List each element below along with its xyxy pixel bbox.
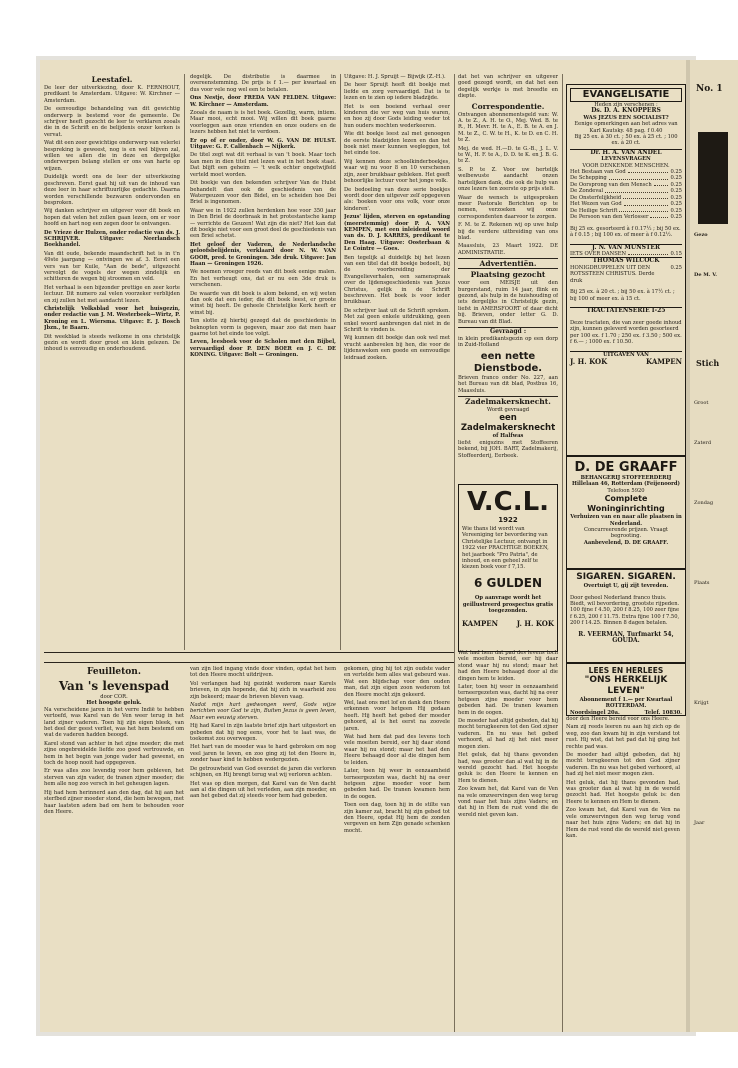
review-paragraph: De schrijver laat uit de Schrift spreken. Met zal geen enkele uitdrukking, geen enkel woord aanbrengen dat niet in de Schrift te vinden is. [344,307,450,334]
graaff-advertisement [566,456,686,570]
ad-author: Dr. H. A. VAN ANDEL [570,149,682,156]
ad-headline: een nette Dienstbode. [473,350,543,374]
newspaper-page [40,60,686,1032]
review-paragraph: Wie dit boekje leest zal met genoegen de eerste bladzijden lezen en dan het boek niet meer kunnen wegleggen, tot het einde toe. [344,131,450,157]
graaff-line: Verhuizen van en naar alle plaatsen in Nederland. [570,514,682,527]
feuilleton-paragraph: Zoo kwam het, dat Karel van de Ven na vele omzwervingen den weg terug vond naar het huis zijns Vaders; en dat hij in Hem de rust vond die de wereld niet geven kan. [458,786,558,818]
review-paragraph: De eenvoudige behandeling van dit gewichtig onderwerp is bestemd voor de gemeente. De schrijver heeft gezocht de leer te verklaren zooals die in de Schrift en de belijdenis onzer kerken is vervat. [44,106,180,138]
review-paragraph: Het verhaal is een bijzonder prettige en zeer korte lectuur. Dit numero zal velen voorzeker verblijden en zij zullen het met aandacht lezen. [44,284,180,304]
review-paragraph: Ten slotte zij hierbij gezegd dat de geschiedenis in beknopten vorm is gegeven, maar zoo dat men haar gaarne tot het einde toe volgt. [190,318,336,338]
review-heading: Er op of er onder, door W. G. VAN DE HULST. Uitgave: G. F. Callenbach — Nijkerk. [190,137,336,151]
next-page-number: No. 1 [696,84,723,94]
next-page-fragment: Gezo [694,232,708,238]
graaff-phone: Telefoon 5920 [607,487,645,494]
review-heading: Ons Nestje, door FREDA VAN FELDEN. Uitgave: W. Kirchner — Amsterdam. [190,95,336,108]
publisher-city: KAMPEN [646,356,682,366]
vcl-advertisement [458,484,558,652]
ad-line: Heden zijn verschenen : [594,102,658,108]
price-label: HONIGDRUPPELEN UIT DEN ROTSSTEEN CHRISTUS. Derde druk [570,264,655,284]
next-page-fragment: De M. V. [694,272,718,278]
feuilleton-column-4 [566,716,680,1026]
price-value: 0.25 [670,264,682,271]
correspondence-title: Correspondentie. [471,101,545,111]
ad-body: voor een MEISJE uit den burgerstand, ruim 14 jaar, flink en gezond, als hulp in de huishouding of iets dergelijks in Christelijk gezin, liefst in AMERSFOORT of daar dicht bij. Brieven, onder letter G. D. Bureau van dit Blad. [458,280,558,325]
vcl-publisher-name: J. H. KOK [516,618,554,628]
ad-author: J. N. VAN MUNSTER [570,244,682,251]
leestafel-column [44,74,180,648]
feuilleton-paragraph: door den Heere bereid voor ons Heere. [566,716,670,722]
feuilleton-paragraph: De moeder had altijd gebeden, dat hij mocht terugkeeren tot den God zijner vaderen. En nu was het gebed verhoord, al had zij het niet meer mogen zien. [566,752,680,778]
vcl-year: 1922 [498,516,518,524]
review-paragraph: Van dit oude, bekende maandschrift het is in t'n 49ste jaargang — ontvingen we af. 3. Eerst een vers van ter Kuile, "Aan de bede", uitgezocht vervolgt de vogels der wegen zindelijk en schitteren de wegen bij stroomen en veld. [44,250,180,283]
review-paragraph: Ben tegelijk al duidelijk bij het lezen van een titel dat dit boekje bedoelt, bij de voorbereiding der Evangelieverhalen, een samenspraak over de lijdensgeschiedenis van Jezus Christus, gelijk in de Schrift beschreven. Het boek is voor ieder bruikbaar. [344,254,450,306]
graaff-line: Aanbevelend, D. DE GRAAFF. [583,539,669,546]
ad-book-title: TRACTATENSERIE I-25 [570,307,682,314]
vcl-publisher [462,620,554,628]
price-value: 0.15 [670,250,682,257]
lees-subscription: Abonnement f 1.— per Kwartaal [579,697,673,703]
review-paragraph: degelijk. De distributie is daarmee in overeenstemming. De prijs is f 1.— per kwartaal en dus voor vele nog wel een te betalen. [190,74,336,93]
feuilleton-chapter: Het hoogste geluk. [86,700,142,707]
ad-line: Eenige opmerkingen aan het adres van Karl Kautsky. 48 pag. f 0.40 [574,121,678,134]
next-page-fragment: Zondag [694,500,714,506]
feuilleton-paragraph: De moeder had altijd gebeden, dat hij mocht terugkeeren tot den God zijner vaderen. En nu was het gebed verhoord, al had zij het niet meer mogen zien. [458,718,558,750]
feuilleton-section-title: Feuilleton. [87,667,141,677]
price-label: IETS OVER DANSEN [570,250,627,257]
feuilleton-paragraph: Zoo kwam het, dat Karel van de Ven na vele omzwervingen den weg terug vond naar het huis zijns Vaders; en dat hij in Hem de rust vond die de wereld niet geven kan. [566,807,680,839]
ad-body: in klein predikantsgezin op een dorp in Zuid-Holland [458,336,558,349]
price-label: De Oorsprong van den Mensch [570,181,652,188]
leestafel-title: Leestafel. [91,75,133,84]
feuilleton-divider [44,662,454,663]
sigaren-advertisement [566,568,686,664]
review-paragraph: Wat dit een zeer gewichtige onderwerp van velerlei bespreking is geweest, nog is en wel blijven zal, willen we allen die in deze en dergelijke onderwerpen belang stellen er ons van harte op wijzen. [44,140,180,172]
feuilleton-paragraph: Toen een dag, toen hij in de stilte van zijn kamer zat, bracht hij zijn gebed tot den Heere, opdat Hij hem de zonden vergeven en hem Zijn genade schenken mocht. [344,802,450,834]
feuilleton-author: door COR. [100,694,128,700]
price-label: De Persoon van den Verlosser [570,213,649,220]
feuilleton-paragraph: Later, toen hij weer in eenzaamheid terneergezeten was, dacht hij na over hetgeen zijne moeder voor hem gebeden had. De tranen kwamen hem in de oogen. [458,684,558,716]
vcl-footer: Op aanvrage wordt het geillustreerd prospectus gratis toegezonden. [462,595,554,615]
feuilleton-paragraph: Hij had Karel in zijn laatste brief zijn hart uitgestort en gebeden dat hij nog eens, voor het te laat was, de toekomst zou overwegen. [190,723,336,743]
feuilleton-column-2 [190,666,336,1026]
next-page-fragment: Groot [694,400,709,406]
graaff-headline: Complete Woninginrichting [587,494,665,514]
ad-body: Wordt gevraagd [486,407,530,414]
next-page-masthead-letter [698,132,728,224]
review-paragraph: De titel zegt wat dit verhaal is van 't boek. Maar toch kan men in dien titel niet lezen wat in het boek staat. Dat blijft een geheim — 't welk echter ongetwijfeld verteld moet worden. [190,152,336,178]
feuilleton-paragraph: Wat had hem dat pad des levens toch vele moeiten bereid, eer hij daar stond waar hij nu stond; maar het had den Heere behaagd door al die dingen hem te leiden. [458,650,558,682]
reviews-column-3 [344,74,450,648]
feuilleton-paragraph: Hij had hem herinnerd aan den dag, dat hij aan het sterfbed zijner moeder stond, die hem bewogen, met haar laatsten adem bad om hem te behouden voor den Heere. [44,789,184,815]
feuilleton-paragraph: De getrouwheid van God overziet de jaren die verloren schijnen, en Hij brengt terug wat wij verloren achten. [190,765,336,779]
ad-heading: Gevraagd : [458,327,558,335]
ad-author: Ds. D. A. KNOPPERS [591,107,661,115]
price-label: De Onsterfelijkheid [570,194,622,201]
lees-advertisement [566,662,686,716]
correspondence-entry: F. M. te Z. Rekenen wij op uwe hulp bij de verdere uitbreiding van ons blad. [458,222,558,241]
sigaren-footer: R. VEERMAN, Turfmarkt 54, GOUDA. [578,630,674,645]
correspondence-entry: S. P. te Z. Voor uw hertelijk welbewuste aandacht onzen hartelijken dank, die ook de hulp van onze lezers ten zeerste op prijs stelt. [458,166,558,193]
review-heading: Het geloof der Vaderen, de Nederlandsche geloofsbelijdenis, verklaard door N. W. VAN GOOR, pred. te Groningen. 3de druk. Uitgave: Jan Haan — Groningen 1926. [190,241,336,267]
ad-book-title: LEVENSVRAGEN [601,156,651,163]
review-paragraph: De bedoeling van deze serie boekjes wordt door den uitgever zelf opgegeven als: 'boeken voor ons volk, voor onze kinderen'. [344,186,450,212]
price-value: 0.25 [670,169,682,176]
price-value: 0.25 [670,207,682,214]
review-paragraph: Het is een boeiend verhaal over kinderen die ver weg van huis waren, en hoe zij door Gods leiding weder tot hun ouders mochten wederkeeren. [344,103,450,129]
review-paragraph: Wij danken schrijver en uitgever voor dit boek en hopen dat velen het zullen gaan lezen, om er voor hoofd en hart nog een zegen door te ontvangen. [44,208,180,228]
ad-body: Brieven franco onder No. 227, aan het Bureau van dit blad, Postbus 16, Maassluis. [458,374,558,394]
correspondence-signoff: Maassluis, 23 Maart 1922. DE ADMINISTRATIE. [458,243,558,256]
feuilleton-paragraph: Er was alles zoo levendig voor hem gebleven, het sterven van zijn vader, de tranen zijner moeder; die hem alle nog zoo versch in het geheugen lagen. [44,768,184,788]
next-page-fragment: Krijgt [694,700,709,706]
publisher-name: J. H. KOK [570,356,608,366]
correspondence-entry: Waar de wensch is uitgesproken meer Pastorale Berichten op te nemen, verzoeken wij onze correspondenten daarvoor te zorgen. [458,194,558,220]
review-heading: Leven, leesboek voor de Scholen met den Bijbel, vervaardigd door P. DEN BOER en J. C. DE KONING. Uitgave: Bolt — Groningen. [190,339,336,359]
ad-body: liefst enigszins met Stoffeeren bekend, bij JOH. BART, Zadelmakerij, Stoffeerderij, Eerbeek. [458,439,558,459]
price-value: 0.25 [670,181,682,188]
ad-author: THOMAS WILCOCK [570,257,682,264]
next-page-fragment: Plaats [694,580,710,586]
feuilleton-paragraph: Wel, laat ons met lof en dank den Heere erkennen voor hetgeen Hij gedaan heeft. Hij heeft het gebed der moeder gehoord, al is het eerst na zoovele jaren. [344,700,450,732]
vcl-price: 6 GULDEN [474,576,542,591]
price-row [570,265,682,284]
feuilleton-column-1 [44,666,184,1026]
reviews-column [190,74,336,648]
next-page-fragment: Jaar [694,820,705,826]
correspondence-column [458,74,558,494]
feuilleton-verse: Nadat mijn hart gedwongen werd, Gods wijze berichten voor God te zijn, Buiten Jezus is geen leven, Maar een eeuwig sterven. [190,702,336,721]
review-paragraph: Waar we in 1922 zullen herdenken hoe voor 350 jaar in Den Briel de doorbraak in het protestantsche kamp — verrichte de Geuzen! Wat zijn die niet? Het kan dat dit boekje niet voor een groot deel de geschiedenis van een Briel schetst. [190,207,336,240]
ad-line: Bij 25 ex. à 30 ct. ; 50 ex. à 25 ct. ; 100 ex. à 20 ct. [574,134,678,147]
column-rule [454,74,455,1032]
price-value: 0.25 [670,194,682,201]
lees-title: LEES EN HERLEES [588,666,664,675]
ad-book-title: WAS JEZUS EEN SOCIALIST? [583,114,669,121]
column-rule [184,74,185,650]
ad-headline: een Zadelmakersknecht [460,413,556,434]
publisher [570,358,682,366]
ad-heading: Zadelmakersknecht. [458,396,558,406]
review-paragraph: Zooals de naam is is het boek. Gezellig, warm, intiem. Maar mooi, echt mooi. Wij willen dit boek gaarne voorleggen aan onze vrienden en onze ouders en de lezers hebben het niet te verdoen. [190,110,336,136]
review-intro: De leer der uitverkiezing, door K. FERNHOUT, predikant te Amsterdam. Uitgave: W. Kirchner — Amsterdam. [44,85,180,104]
review-paragraph: We noemen vroeger reeds van dit boek eenige malen. En het verheugt ons, dat er nu een 3de druk is verschenen. [190,269,336,289]
review-paragraph: Dit weekblad is steeds welkome in ons christelijk gezin en wordt door groot en klein gelezen. De inhoud is eenvoudig en onderhoudend. [44,333,180,353]
paragraph: dat het van schrijver en uitgever goed gezegd wordt, en dat het een degelijk werkje is met breedte en diepte. [458,74,558,100]
feuilleton-paragraph: Het hart van de moeder was te hard gebroken om nog veel jaren te leven, en zoo ging zij tot den Heere in, zonder haar kind te hebben wedergezien. [190,744,336,764]
vcl-intro: Wie thans lid wordt van Vereeniging ter bevordering van Christelijke Lectuur, ontvangt in 1922 vier PRACHTIGE BOEKEN, het jaarboek "Pro Patria", de inhoud, en een geheel zelf te kiezen boek voor f 7,15. [462,526,549,571]
column-rule [562,74,563,1032]
feuilleton-paragraph: Het geluk, dat hij thans gevonden had, was grooter dan al wat hij in de wereld gezocht had. Het hoogste geluk is: den Heere te kennen en Hem te dienen. [566,779,680,805]
price-label: Het Wezen van God [570,201,622,208]
ad-line: Deze tractaten, die van zeer goede inhoud zijn, kunnen geleverd worden gesorteerd per 100 ex. f 1.70 ; 250 ex. f 3.50 ; 500 ex. f 6.— ; 1000 ex. f 10.50. [570,319,682,345]
feuilleton-paragraph: Wat had hem dat pad des levens toch vele moeiten bereid, eer hij daar stond waar hij nu stond; maar het had den Heere behaagd door al die dingen hem te leiden. [344,734,450,766]
sigaren-subtitle: Overtuigt U, gij zijt tevreden. [583,583,669,589]
review-paragraph: Uitgave: H. J. Spruijt — Bijwijk (Z.-H.). [344,74,446,80]
feuilleton-paragraph: gekomen, ging hij tot zijn oudste vader en vertelde hem alles wat gebeurd was. Wat een blijdschap voor den ouden man, dat zijn eigen zoon wederom tot den Heere mocht zijn gekeerd. [344,666,450,698]
price-label: Het Bestaan van God [570,169,626,176]
lees-city: ROTTERDAM. [605,703,647,710]
review-heading: De Vrieze der Hulzen, onder redactie van ds. J. SCHRIJVER. Uitgave: Neerlandsch Boekhandel. [44,229,180,249]
price-label: De Zondeval [570,188,604,195]
ad-subhead: of Halfwas [492,433,524,440]
next-page-fragment: Zaterd [694,440,712,446]
column-rule [340,74,341,650]
lees-address: Noordsingel 20a. [570,709,620,716]
graaff-subtitle: BEHANGERIJ STOFFEERDERIJ [580,475,672,481]
price-list [570,169,682,220]
review-paragraph: Wij kennen deze schoolkinderboekjes, waar wij nu voor 8 en 10 verschenen zijn, zeer bruikbaar gebleken. Het geeft behoorlijke lectuur voor het jonge volk. [344,158,450,185]
sigaren-title: SIGAREN. SIGAREN. [576,572,676,582]
sigaren-body: Door geheel Nederland franco thuis. Biedt, wil bevordering, grootste rijpeden. 100 fijne f 4.50, 200 f 8.25, 100 zeer fijne f 6.25, 200 f 11.75. Extra fijne 100 f 7.50, 200 f 14.25. Binnen 8 dagen betalen. [570,594,680,627]
graaff-address: Hillelaan 46, Rotterdam (Feijenoord) [572,481,680,488]
lees-phone: Telef. 10830. [644,709,682,716]
feuilleton-column-continued [458,650,558,1026]
publisher-label: UITGAVEN VAN [570,351,682,358]
review-paragraph: Duidelijk wordt ons de leer der uitverkiezing geschreven. Eerst gaat hij uit van de inhoud van deze leer in haar schriftuurlijke gedachte. Daarna worden verschillende bezwaren ondervonden en besproken. [44,174,180,206]
price-value: 0.25 [670,188,682,195]
feuilleton-paragraph: Na verscheidene jaren in het verre Indië te hebben vertoefd, was Karel van de Ven weer terug in het land zijner vaderen. Toen hij zijn eigen bleek, van het deel der geest verliet, was het hem bestemd om wat de vaderen hadden beoogd. [44,706,184,739]
price-value: 0.25 [670,213,682,220]
ad-line: Bij 25 ex. à 20 ct. ; bij 50 ex. à 17½ ct. ; bij 100 of meer ex. à 15 ct. [570,289,675,302]
review-paragraph: De heer Spruijt heeft dit boekje met liefde en zorg vervaardigd. Dat is te lezen en te zien op iedere bladzijde. [344,82,450,102]
correspondence-entry: Mej. de wed. H.—D. te G.-B., J. L. V. te W., H. F. te A., D. D. te K. en J. B. G. te Z. [458,145,558,165]
next-page-fragment: Stich [696,358,720,368]
ad-heading: Plaatsing gezocht [470,270,546,280]
review-paragraph: Dit boekje van den bekenden schrijver Van de Hulst behandelt dan ook de geschiedenis van de Watergeuzen voor den Bidel, en te scheiden hoe Dei Briel is ingenomen. [190,180,336,206]
vcl-publisher-city: KAMPEN [462,618,498,628]
evangelisatie-advertisement [566,84,686,456]
feuilleton-paragraph: Later, toen hij weer in eenzaamheid terneergezeten was, dacht hij na over hetgeen zijne moeder voor hem gebeden had. De tranen kwamen hem in de oogen. [344,768,450,800]
graaff-title: D. DE GRAAFF [574,460,678,475]
advertisements-title: Advertentiën. [458,258,558,269]
feuilleton-paragraph: van zijn lied ingang vinde door vinden, opdat het hem tot den Heere mocht uitdrijven. [190,666,336,679]
ad-line: Bij 25 ex. gesorteerd à f 0.17½ ; bij 50 ex. à f 0.15 ; bij 100 ex. of meer à f 0.12½. [570,225,681,238]
price-label: De Heilige Schrift [570,207,618,214]
next-page-edge [690,60,738,1032]
review-paragraph: Wij kunnen dit boekje dan ook wel met vrucht aanbevelen bij hen, die voor de lijdensweken een goede en eenvoudige leidraad zoeken. [344,335,450,361]
correspondence-entry: Ontvangen abonnementsgeld van: W. A. te Z., A. H. te O., Mej. Wed. B. te R., H. Mevr. H. te A., E. B. te A. en J. M. te Z., C. W. te H., K. te D. en C. H. te Z. [458,111,558,144]
ad-line: VOOR DENKENDE MENSCHEN. [582,162,670,169]
review-heading: Jezus' lijden, sterven en opstanding (meerstemmig) door P. A. VAN KEMPEN, met een inleidend woord van ds. D. J. KARRES, predikant te Den Haag. Uitgave: Oosterbaan & Le Cointre — Goes. [344,214,450,253]
feuilleton-paragraph: Het geluk, dat hij thans gevonden had, was grooter dan al wat hij in de wereld gezocht had. Het hoogste geluk is: den Heere te kennen en Hem te dienen. [458,752,558,784]
lees-publication: "ONS HERKELIJK LEVEN" [584,675,668,696]
price-value: 0.25 [670,175,682,182]
feuilleton-paragraph: Karel stond van achter in het zijne moeder; die met zijne ongebreidelde liefde zoo goed vertrouwde, en hem in het begin van jonge vader had gewenst, en toch de hoop nooit had opgegeven. [44,740,184,767]
evangelisatie-title: EVANGELISATIE [570,88,682,102]
feuilleton-divider [44,652,454,653]
feuilleton-paragraph: Nam zij reeds leeren nu aan hij zich op de weg, zoo dan kwam hij in zijn verstand tot rust. Hij wist, dat het pad dat hij ging het rechte pad was. [566,724,680,750]
vcl-title: V.C.L. [466,487,550,517]
feuilleton-paragraph: Vol verlangen had hij gezinkt wederom naar Karels brieven, in zijn hopende, dat hij zich in waarheid zou zijn bekeerd; maar de brieven bleven vaag. [190,680,336,700]
feuilleton-paragraph: Het was op dien morgen, dat Karel van de Ven dacht aan al die dingen uit het verleden, aan zijn moeder, en aan het gebed dat zij steeds voor hem had gebeden. [190,780,336,800]
price-row [570,214,682,220]
price-value: 0.25 [670,201,682,208]
review-heading: Christelijk Volksblad voor het huisgezin, onder redactie van J. M. Westerbeek—Wirtz, P. Kroning en L. Wiersma. Uitgave: E. J. Bosch Jbzn., te Baarn. [44,306,180,332]
price-label: De Schepping [570,175,607,182]
review-paragraph: De waarde van dit boek is alom bekend, en wij weten dan ook dat een ieder, die dit boek leest, er groote winst bij heeft. De geheele Christelijke Kerk heeft er winst bij. [190,290,336,316]
feuilleton-title: Van 's levenspad [58,679,170,693]
graaff-line: Concurreerende prijzen. Vraagt begrooting. [583,527,669,540]
feuilleton-column-3 [344,666,450,1026]
